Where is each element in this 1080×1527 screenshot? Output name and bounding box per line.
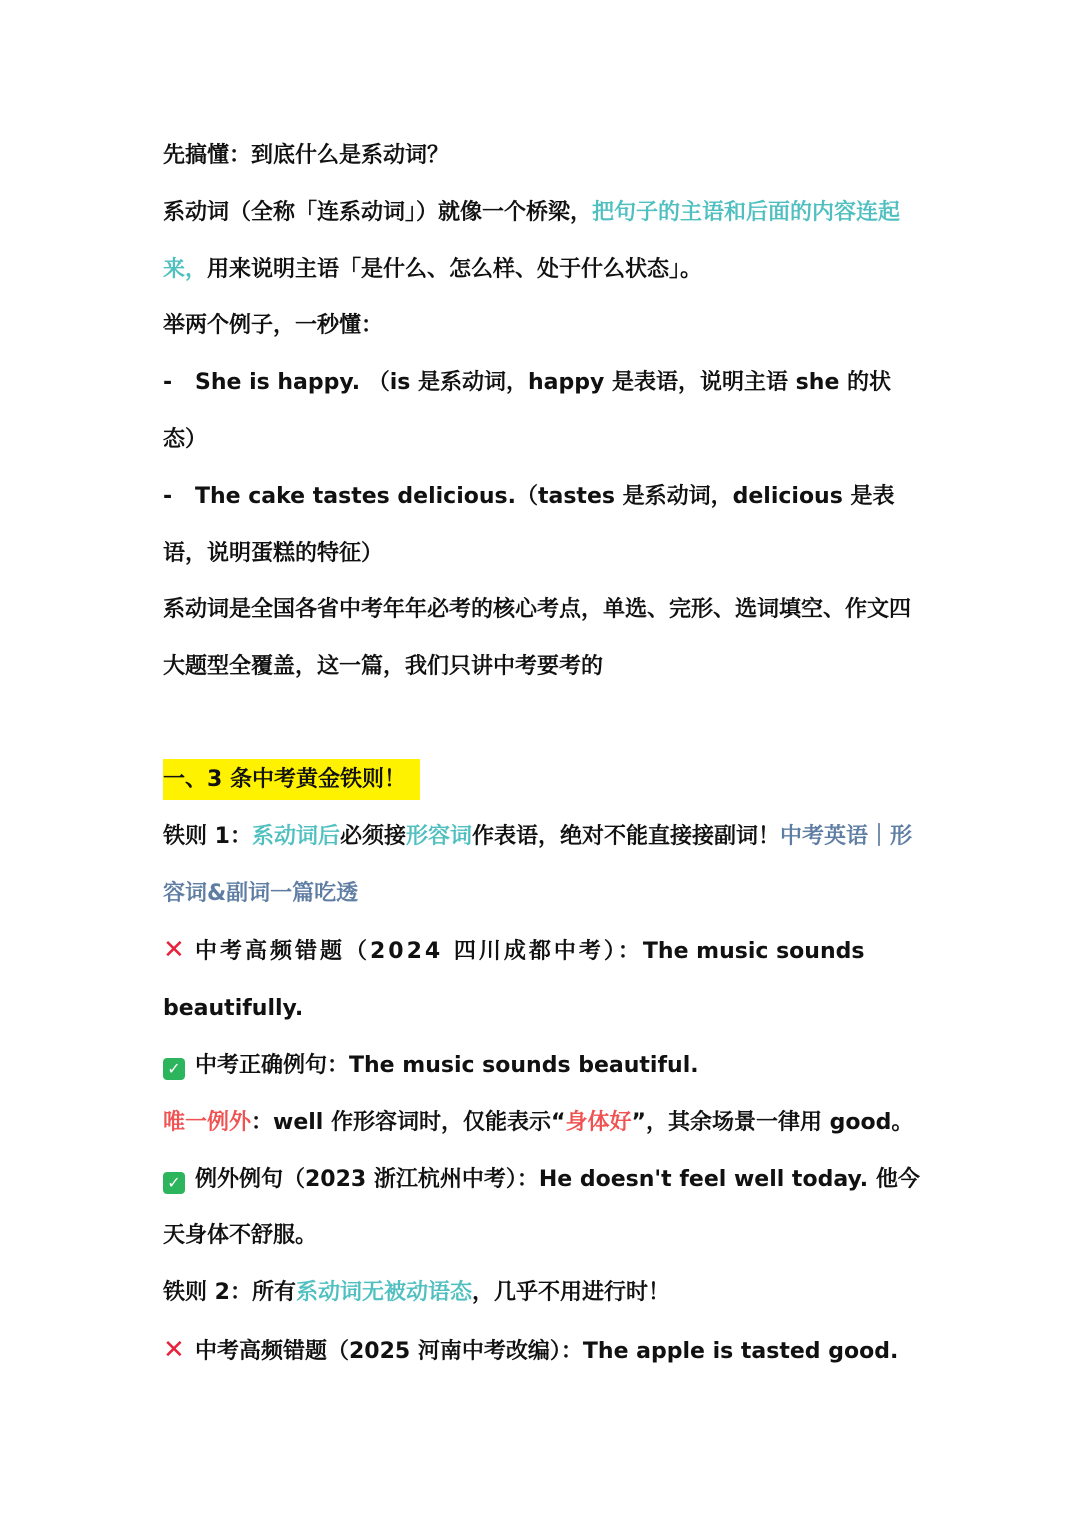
rule-1-term-adjective: 形容词 (406, 823, 473, 849)
exception-example (163, 1152, 923, 1266)
example-1 (163, 355, 923, 469)
rule-1-label: 铁则 1： (163, 823, 252, 849)
rule-1-term-linking-verb: 系动词后 (251, 823, 340, 849)
error-1-label: 中考高频错题（2024 四川成都中考）： (195, 939, 643, 965)
cross-icon: ✕ (163, 1334, 185, 1365)
section-heading-highlight: 一、3 条中考黄金铁则！ (163, 759, 420, 800)
definition-paragraph (163, 185, 923, 299)
question-heading: 先搞懂：到底什么是系动词？ (163, 143, 450, 168)
check-icon: ✓ (163, 1058, 185, 1080)
error-2-text: The apple is tasted good. (582, 1338, 899, 1364)
exception-example-label: 例外例句（2023 浙江杭州中考）： (195, 1166, 539, 1192)
error-example-1 (163, 922, 923, 1038)
definition-highlight: 把句子的主语和后面的内容连起来， (163, 199, 901, 282)
cross-icon: ✕ (163, 935, 185, 966)
related-article-link[interactable]: 中考英语｜形容词&副词一篇吃透 (163, 823, 913, 906)
exception-example-text: He doesn't feel well today. 他今天身体不舒服。 (163, 1166, 920, 1249)
exception-text-2: ”，其余场景一律用 good。 (631, 1109, 914, 1135)
rule-1 (163, 809, 923, 923)
bullet-dash: - (163, 370, 173, 396)
error-example-2 (163, 1322, 923, 1381)
section-gap (163, 696, 923, 752)
check-icon: ✓ (163, 1172, 185, 1194)
rule-1-text: 作表语，绝对不能直接接副词！ (472, 823, 781, 849)
rule-2 (163, 1265, 923, 1322)
correct-example-1 (163, 1038, 923, 1095)
exception-text-1: ：well 作形容词时，仅能表示“ (251, 1109, 566, 1135)
bullet-dash: - (163, 483, 173, 509)
rule-2-text: ，几乎不用进行时！ (471, 1280, 670, 1306)
example-2-text: The cake tastes delicious.（tastes 是系动词，delicious 是表语，说明蛋糕的特征） (163, 483, 895, 566)
definition-part-2: 用来说明主语「是什么、怎么样、处于什么状态」。 (207, 256, 703, 282)
summary-paragraph: 系动词是全国各省中考年年必考的核心考点，单选、完形、选词填空、作文四大题型全覆盖，这一篇，我们只讲中考要考的 (163, 597, 912, 680)
example-2 (163, 469, 923, 583)
example-1-text: She is happy. （is 是系动词，happy 是表语，说明主语 she 的状态） (163, 370, 892, 452)
section-heading (163, 752, 923, 809)
correct-1-text: The music sounds beautiful. (349, 1052, 699, 1078)
exception-note (163, 1095, 923, 1152)
exception-highlight: 身体好 (565, 1109, 632, 1135)
rule-2-label: 铁则 2：所有 (163, 1280, 296, 1306)
correct-1-label: 中考正确例句： (195, 1052, 350, 1078)
rule-1-must: 必须接 (339, 823, 406, 849)
error-2-label: 中考高频错题（2025 河南中考改编）： (195, 1338, 583, 1364)
article-body (163, 128, 923, 1381)
rule-2-highlight: 系动词无被动语态 (295, 1280, 472, 1306)
examples-intro: 举两个例子，一秒懂： (163, 313, 384, 339)
definition-part-1: 系动词（全称「连系动词」）就像一个桥梁， (163, 199, 593, 225)
error-1-text: The music sounds beautifully. (163, 939, 865, 1022)
exception-label: 唯一例外 (163, 1109, 252, 1135)
